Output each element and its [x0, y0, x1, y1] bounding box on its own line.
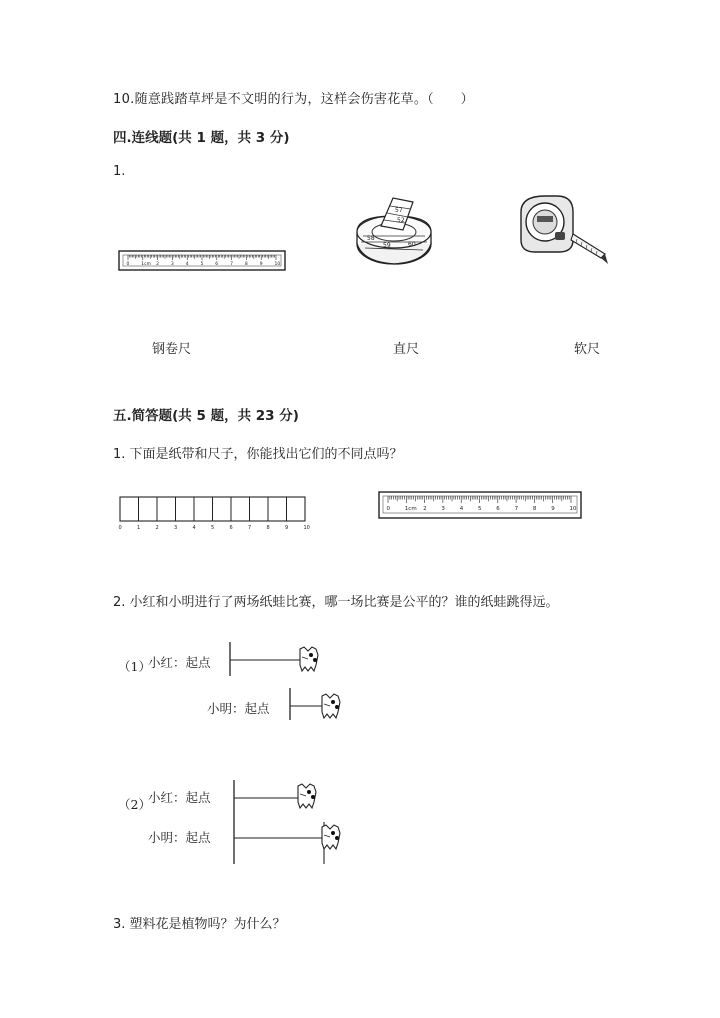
ruler-tick-label: 9 — [551, 506, 555, 512]
ruler-tick-label: 3 — [441, 506, 445, 512]
label-steel-tape: 钢卷尺 — [152, 342, 192, 357]
ruler-tick-label: 6 — [496, 506, 500, 512]
question-10: 10.随意践踏草坪是不文明的行为，这样会伤害花草。（ ） — [113, 92, 474, 107]
ruler-tick-label: 5 — [200, 262, 204, 267]
section-5-title: 五.简答题(共 5 题，共 23 分) — [113, 408, 299, 424]
svg-text:58: 58 — [367, 235, 375, 242]
ruler-tick-label: 5 — [478, 506, 482, 512]
paper-frog-icon — [322, 825, 340, 849]
ruler-tick-label: 10 — [274, 262, 281, 267]
svg-text:60: 60 — [408, 241, 416, 248]
svg-text:52: 52 — [397, 217, 405, 224]
ruler-tick-label: 7 — [230, 262, 233, 267]
section-5-question-1: 1. 下面是纸带和尺子，你能找出它们的不同点吗？ — [113, 447, 403, 462]
ruler-tick-label: 0 — [386, 506, 390, 512]
race-1-xiaoming-label: 小明：起点 — [207, 701, 270, 716]
strip-tick-label: 3 — [174, 525, 178, 531]
ruler-tick-label: 2 — [423, 506, 427, 512]
ruler-tick-label: 1cm — [404, 506, 417, 512]
ruler-tick-label: 4 — [459, 506, 464, 512]
straight-ruler-image — [118, 250, 288, 272]
soft-tape-measure-image — [353, 192, 435, 270]
ruler-tick-label: 7 — [514, 506, 519, 512]
strip-tick-label: 9 — [285, 525, 289, 531]
strip-tick-label: 1 — [137, 525, 141, 531]
ruler-tick-label: 8 — [244, 262, 248, 267]
paper-frog-icon — [322, 694, 340, 718]
ruler-tick-label: 4 — [185, 262, 189, 267]
race-2-xiaohong-label: 小红：起点 — [148, 790, 211, 805]
paper-frog-icon — [300, 647, 318, 671]
strip-tick-label: 2 — [155, 525, 159, 531]
strip-tick-label: 8 — [266, 525, 270, 531]
strip-tick-label: 0 — [118, 525, 122, 531]
race-1-xiaohong-label: 小红：起点 — [148, 655, 211, 670]
question-1-number: 1. — [113, 164, 126, 179]
steel-tape-measure-image — [515, 192, 610, 272]
race-1-label: （1） — [118, 659, 151, 674]
svg-text:57: 57 — [395, 207, 403, 214]
section-5-question-3: 3. 塑料花是植物吗？为什么？ — [113, 917, 286, 932]
ruler-tick-label: 9 — [259, 262, 263, 267]
ruler-tick-label: 8 — [532, 506, 537, 512]
ruler-tick-label: 10 — [569, 506, 577, 512]
race-2-label: （2） — [118, 797, 151, 812]
label-straight-ruler: 直尺 — [393, 342, 420, 357]
section-5-question-2: 2. 小红和小明进行了两场纸蛙比赛，哪一场比赛是公平的？谁的纸蛙跳得远。 — [113, 595, 559, 610]
strip-tick-label: 10 — [303, 525, 310, 531]
race-2-xiaoming-label: 小明：起点 — [148, 830, 211, 845]
strip-tick-label: 4 — [192, 525, 196, 531]
ruler-image — [378, 491, 584, 521]
strip-tick-label: 5 — [211, 525, 215, 531]
ruler-tick-label: 3 — [170, 262, 174, 267]
label-soft-tape: 软尺 — [574, 342, 601, 357]
paper-frog-icon — [298, 784, 316, 808]
race-2-diagram — [230, 778, 360, 868]
strip-tick-label: 6 — [229, 525, 233, 531]
svg-text:59: 59 — [383, 242, 391, 249]
ruler-tick-label: 1cm — [141, 262, 152, 267]
ruler-tick-label: 6 — [215, 262, 219, 267]
paper-strip-image — [117, 496, 317, 534]
race-1-diagram — [226, 640, 356, 722]
section-4-title: 四.连线题(共 1 题，共 3 分) — [113, 130, 290, 146]
ruler-tick-label: 0 — [126, 262, 130, 267]
strip-tick-label: 7 — [248, 525, 252, 531]
ruler-tick-label: 2 — [156, 262, 159, 267]
